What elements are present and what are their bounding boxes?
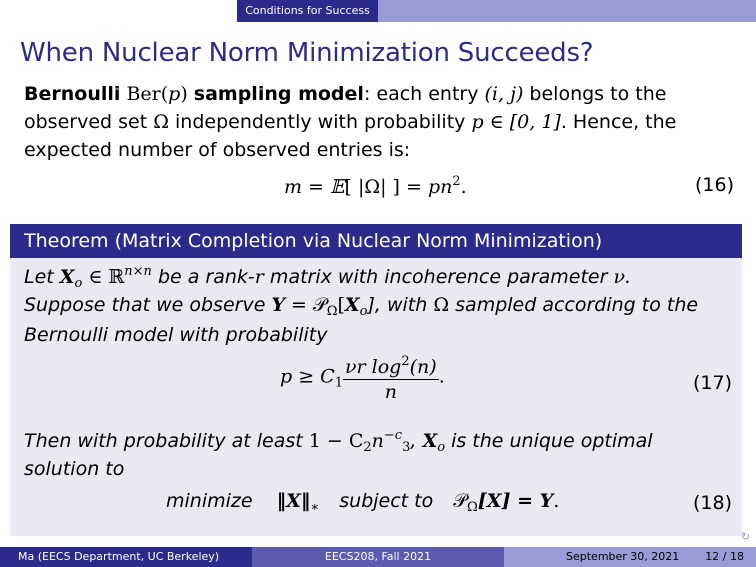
eq16-rhs: = pn bbox=[399, 176, 453, 198]
footer-author: Ma (EECS Department, UC Berkeley) bbox=[0, 547, 252, 567]
navigation-symbol-icon[interactable]: ↻ bbox=[741, 530, 751, 543]
theorem-title: Theorem (Matrix Completion via Nuclear Norm Minimization) bbox=[10, 224, 742, 258]
theorem-line-2: Suppose that we observe $Y = 𝒫_\Omega[X_o]$, with Ω sampled according to the bbox=[24, 294, 699, 319]
eq16-lhs: m = 𝔼 bbox=[284, 176, 345, 198]
header-right-section bbox=[378, 0, 756, 22]
theorem-body bbox=[10, 258, 742, 536]
p-interval: p ∈ [0, 1] bbox=[471, 111, 561, 133]
footer-course: EECS208, Fall 2021 bbox=[252, 547, 504, 567]
footer-page-number: 12 / 18 bbox=[705, 550, 744, 563]
equation-18: minimize $‖X‖_∗$ subject to 𝒫$_\Omega$[X] = Y. bbox=[166, 490, 560, 515]
theorem-line-4: Then with probability at least $1 - C_2n^{-c}_3$, $X_o$ is the unique optimal bbox=[24, 428, 653, 455]
header-left-section bbox=[0, 0, 237, 22]
eq16-number: (16) bbox=[694, 174, 734, 196]
nuclear-norm: ‖X‖ bbox=[276, 490, 311, 512]
eq17-number: (17) bbox=[692, 372, 732, 394]
eq17-fraction: $\frac{\nu r \log^2(n)}{n}$ bbox=[344, 354, 437, 403]
intro-text-2: belongs to the bbox=[523, 83, 667, 105]
model-label: sampling model bbox=[193, 83, 364, 105]
subject-to-word: subject to bbox=[339, 490, 434, 512]
frame-title: When Nuclear Norm Minimization Succeeds? bbox=[20, 38, 594, 68]
ber-p: p bbox=[168, 83, 181, 105]
minimize-word: minimize bbox=[166, 490, 253, 512]
intro-text-5: . Hence, the bbox=[560, 111, 677, 133]
footer-right bbox=[504, 547, 756, 567]
model-name: Bernoulli bbox=[24, 83, 121, 105]
footer-date: September 30, 2021 bbox=[566, 550, 680, 563]
matrix-Y: Y bbox=[271, 294, 286, 316]
intro-paragraph bbox=[24, 80, 724, 164]
eq16-dot: . bbox=[460, 176, 467, 198]
intro-text-4: independently with probability bbox=[168, 111, 472, 133]
eq16-exponent: 2 bbox=[452, 174, 461, 189]
intro-text-3: observed set bbox=[24, 111, 154, 133]
matrix-X: X bbox=[59, 266, 75, 288]
theorem-line-1: Let $X_o$ ∈ ℝ$^{n\times n}$ be a rank-r matrix with incoherence parameter ν. bbox=[24, 264, 632, 291]
intro-line-2 bbox=[24, 108, 724, 136]
intro-line-3: expected number of observed entries is: bbox=[24, 139, 411, 161]
intro-text-1: : each entry bbox=[363, 83, 485, 105]
omega-symbol: Ω bbox=[153, 111, 169, 133]
equation-17: $p \ge C_1$ $\frac{\nu r \log^2(n)}{n}$ . bbox=[280, 354, 445, 403]
eq18-number: (18) bbox=[692, 492, 732, 514]
ber-symbol: Ber( bbox=[126, 83, 169, 105]
theorem-line-3: Bernoulli model with probability bbox=[24, 324, 328, 346]
eq16-inner: [ |Ω| ] bbox=[344, 176, 400, 198]
header-bar bbox=[0, 0, 756, 22]
theorem-line-5: solution to bbox=[24, 458, 125, 480]
index-ij: (i, j) bbox=[484, 83, 524, 105]
header-section-title[interactable]: Conditions for Success bbox=[237, 0, 378, 22]
ber-close: ) bbox=[180, 83, 188, 105]
footer-bar bbox=[0, 547, 756, 567]
intro-line-1 bbox=[24, 80, 724, 108]
